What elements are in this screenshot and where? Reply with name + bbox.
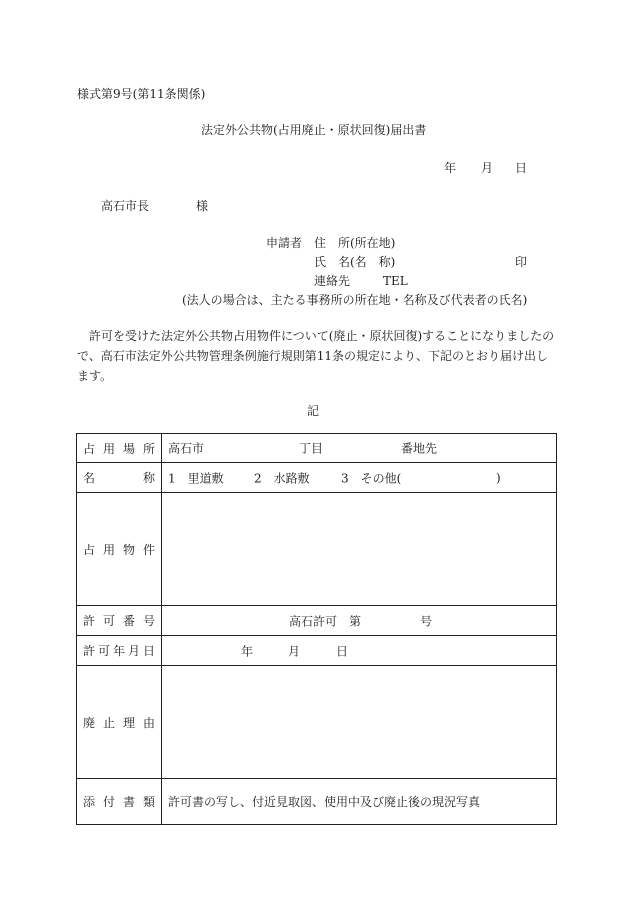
permit-date-year: 年 xyxy=(241,644,254,658)
permit-number-label: 許可番号 xyxy=(77,606,162,636)
name-label: 氏 名(名 称) xyxy=(314,255,396,269)
row-permit-date xyxy=(77,636,557,666)
applicant-label: 申請者 xyxy=(266,236,303,250)
contact-label: 連絡先 xyxy=(314,274,351,288)
object-label: 占用物件 xyxy=(77,493,162,606)
seal-mark: 印 xyxy=(515,255,528,269)
date-year: 年 xyxy=(444,161,457,175)
location-label: 占用場所 xyxy=(77,434,162,463)
name-option-3-close: ) xyxy=(496,470,501,485)
row-attachments xyxy=(77,779,557,825)
name-option-3: 3 その他( xyxy=(341,471,402,485)
row-permit-number xyxy=(77,606,557,636)
addressee-name: 高石市長 xyxy=(101,199,150,213)
location-banchi: 番地先 xyxy=(401,441,438,456)
row-reason xyxy=(77,666,557,779)
permit-date-day: 日 xyxy=(336,644,349,658)
object-value xyxy=(162,493,557,606)
row-name xyxy=(77,463,557,493)
location-chome: 丁目 xyxy=(299,441,324,456)
location-city: 高石市 xyxy=(168,441,205,456)
location-value xyxy=(162,434,557,463)
body-text: 許可を受けた法定外公共物占用物件について(廃止・原状回復)することになりましたので、高石市法定外公共物管理条例施行規則第11条の規定により、下記のとおり届け出します。 xyxy=(77,329,555,383)
corporate-note: (法人の場合は、主たる事務所の所在地・名称及び代表者の氏名) xyxy=(182,293,528,307)
tel-label: TEL xyxy=(383,274,408,288)
address-label: 住 所(所在地) xyxy=(314,236,396,250)
name-option-1: 1 里道敷 xyxy=(168,471,224,485)
row-location xyxy=(77,434,557,463)
date-day: 日 xyxy=(515,161,528,175)
addressee-honorific: 様 xyxy=(196,199,209,213)
permit-date-label: 許可年月日 xyxy=(77,636,162,666)
permit-date-value xyxy=(162,636,557,666)
notification-table xyxy=(76,433,557,825)
name-row-label: 名称 xyxy=(77,463,162,493)
form-number: 様式第9号(第11条関係) xyxy=(77,87,206,101)
permit-number-prefix: 高石許可 第 xyxy=(289,614,362,628)
date-month: 月 xyxy=(481,161,494,175)
reason-value xyxy=(162,666,557,779)
permit-date-month: 月 xyxy=(288,644,301,658)
document-title: 法定外公共物(占用廃止・原状回復)届出書 xyxy=(201,123,427,137)
name-option-2: 2 水路敷 xyxy=(254,471,310,485)
permit-number-value xyxy=(162,606,557,636)
name-row-value xyxy=(162,463,557,493)
ki-heading: 記 xyxy=(307,404,320,418)
reason-label: 廃止理由 xyxy=(77,666,162,779)
attachments-value: 許可書の写し、付近見取図、使用中及び廃止後の現況写真 xyxy=(162,779,557,825)
permit-number-suffix: 号 xyxy=(420,614,433,628)
row-object xyxy=(77,493,557,606)
attachments-label: 添付書類 xyxy=(77,779,162,825)
